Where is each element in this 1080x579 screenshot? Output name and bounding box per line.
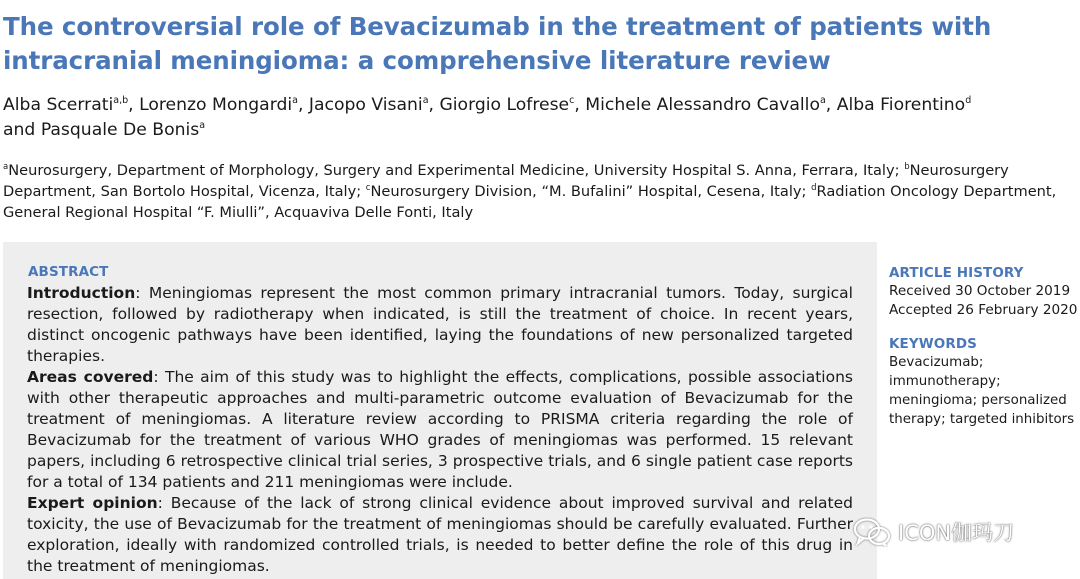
author-name: Pasquale De Bonis [40,120,200,140]
abstract-body [27,283,853,577]
abstract-panel [3,242,877,579]
affiliation-text: Neurosurgery Division, “M. Bufalini” Hospital, Cesena, Italy; [370,183,812,200]
keyword-line: immunotherapy; [889,374,1001,389]
author-affiliation-mark: a [819,95,826,106]
author-name: Michele Alessandro Cavallo [585,95,820,115]
author-affiliation-mark: a [292,95,298,106]
author-affiliation-mark: a,b [113,95,129,106]
author-affiliation-mark: a [422,95,429,106]
keywords-heading: KEYWORDS [889,336,977,352]
author-affiliation-mark: a [199,120,206,131]
abstract-section-text: : Meningiomas represent the most common primary intracranial tumors. Today, surgical resection, followed by radiotherapy when indicated, is still the treatment of choice. In recent years, distinct oncogenic pathways have been identified, laying the foundations of new personalized targeted therapies. [27,284,853,365]
affiliation-text: Neurosurgery Department, San Bortolo Hospital, Vicenza, Italy; [3,162,1009,200]
keyword-line: Bevacizumab; [889,355,984,370]
author-joiner: and [3,120,36,140]
affiliation-mark: a [3,162,9,172]
abstract-section-text: : The aim of this study was to highlight the effects, complications, possible associations with other therapeutic approaches and multi-parametric outcome evaluation of Bevacizumab for the treatment of meningiomas. A literature review according to PRISMA criteria regarding the role of Bevacizumab for the treatment of various WHO grades of meningiomas was performed. 15 relevant papers, including 6 retrospective clinical trial series, 3 prospective trials, and 6 single patient case reports for a total of 134 patients and 211 meningiomas were include. [27,368,853,491]
watermark [852,516,1014,548]
author-list: Alba Scerrati$^{a,b}$, Lorenzo Mongardi$^a$, Jacopo Visani$^a$, Giorgio Lofrese$^c$, Michele Alessandro Cavallo$^a$, Alba Fiorentino$^d$ and Pasquale De Bonis$^a$ [3,95,972,140]
received-date: Received 30 October 2019 [889,283,1071,299]
author-name: Alba Scerrati [3,95,114,115]
affiliation-mark: d [811,183,817,193]
keyword-line: therapy; targeted inhibitors [889,412,1075,427]
affiliation-list [3,160,1078,223]
abstract-section-label: Introduction [27,284,136,302]
abstract-section-label: Expert opinion [27,494,158,512]
author-affiliation-mark: d [965,95,972,106]
affiliation-mark: b [904,162,910,172]
abstract-section-areas-covered [27,367,853,493]
author-name: Jacopo Visani [308,95,423,115]
abstract-section-text: : Because of the lack of strong clinical evidence about improved survival and related toxicity, the use of Bevacizumab for the treatment of meningiomas should be carefully evaluated. Further exploration, ideally with randomized controlled trials, is needed to better define the role of this drug in the treatment of meningiomas. [27,494,853,575]
keyword-line: meningioma; personalized [889,393,1067,408]
accepted-date: Accepted 26 February 2020 [889,302,1078,318]
watermark-text: ICON伽玛刀 [898,521,1015,545]
abstract-section-label: Areas covered [27,368,154,386]
abstract-section-introduction [27,283,853,367]
abstract-heading: ABSTRACT [28,264,109,280]
affiliation-text: Neurosurgery, Department of Morphology, Surgery and Experimental Medicine, University Hospital S. Anna, Ferrara, Italy; [8,162,905,179]
wechat-icon [852,517,892,547]
author-name: Alba Fiorentino [836,95,966,115]
author-affiliation-mark: c [569,95,575,106]
abstract-section-expert-opinion [27,493,853,577]
author-name: Lorenzo Mongardi [139,95,293,115]
article-sidebar [889,264,1079,429]
affiliation-text: Radiation Oncology Department, General Regional Hospital “F. Miulli”, Acquaviva Delle Fonti, Italy [3,183,1057,221]
article-history-heading: ARTICLE HISTORY [889,265,1024,281]
affiliation-mark: c [365,183,371,193]
author-name: Giorgio Lofrese [439,95,570,115]
article-title: The controversial role of Bevacizumab in the treatment of patients with intracranial meningioma: a comprehensive literature review [3,12,992,75]
